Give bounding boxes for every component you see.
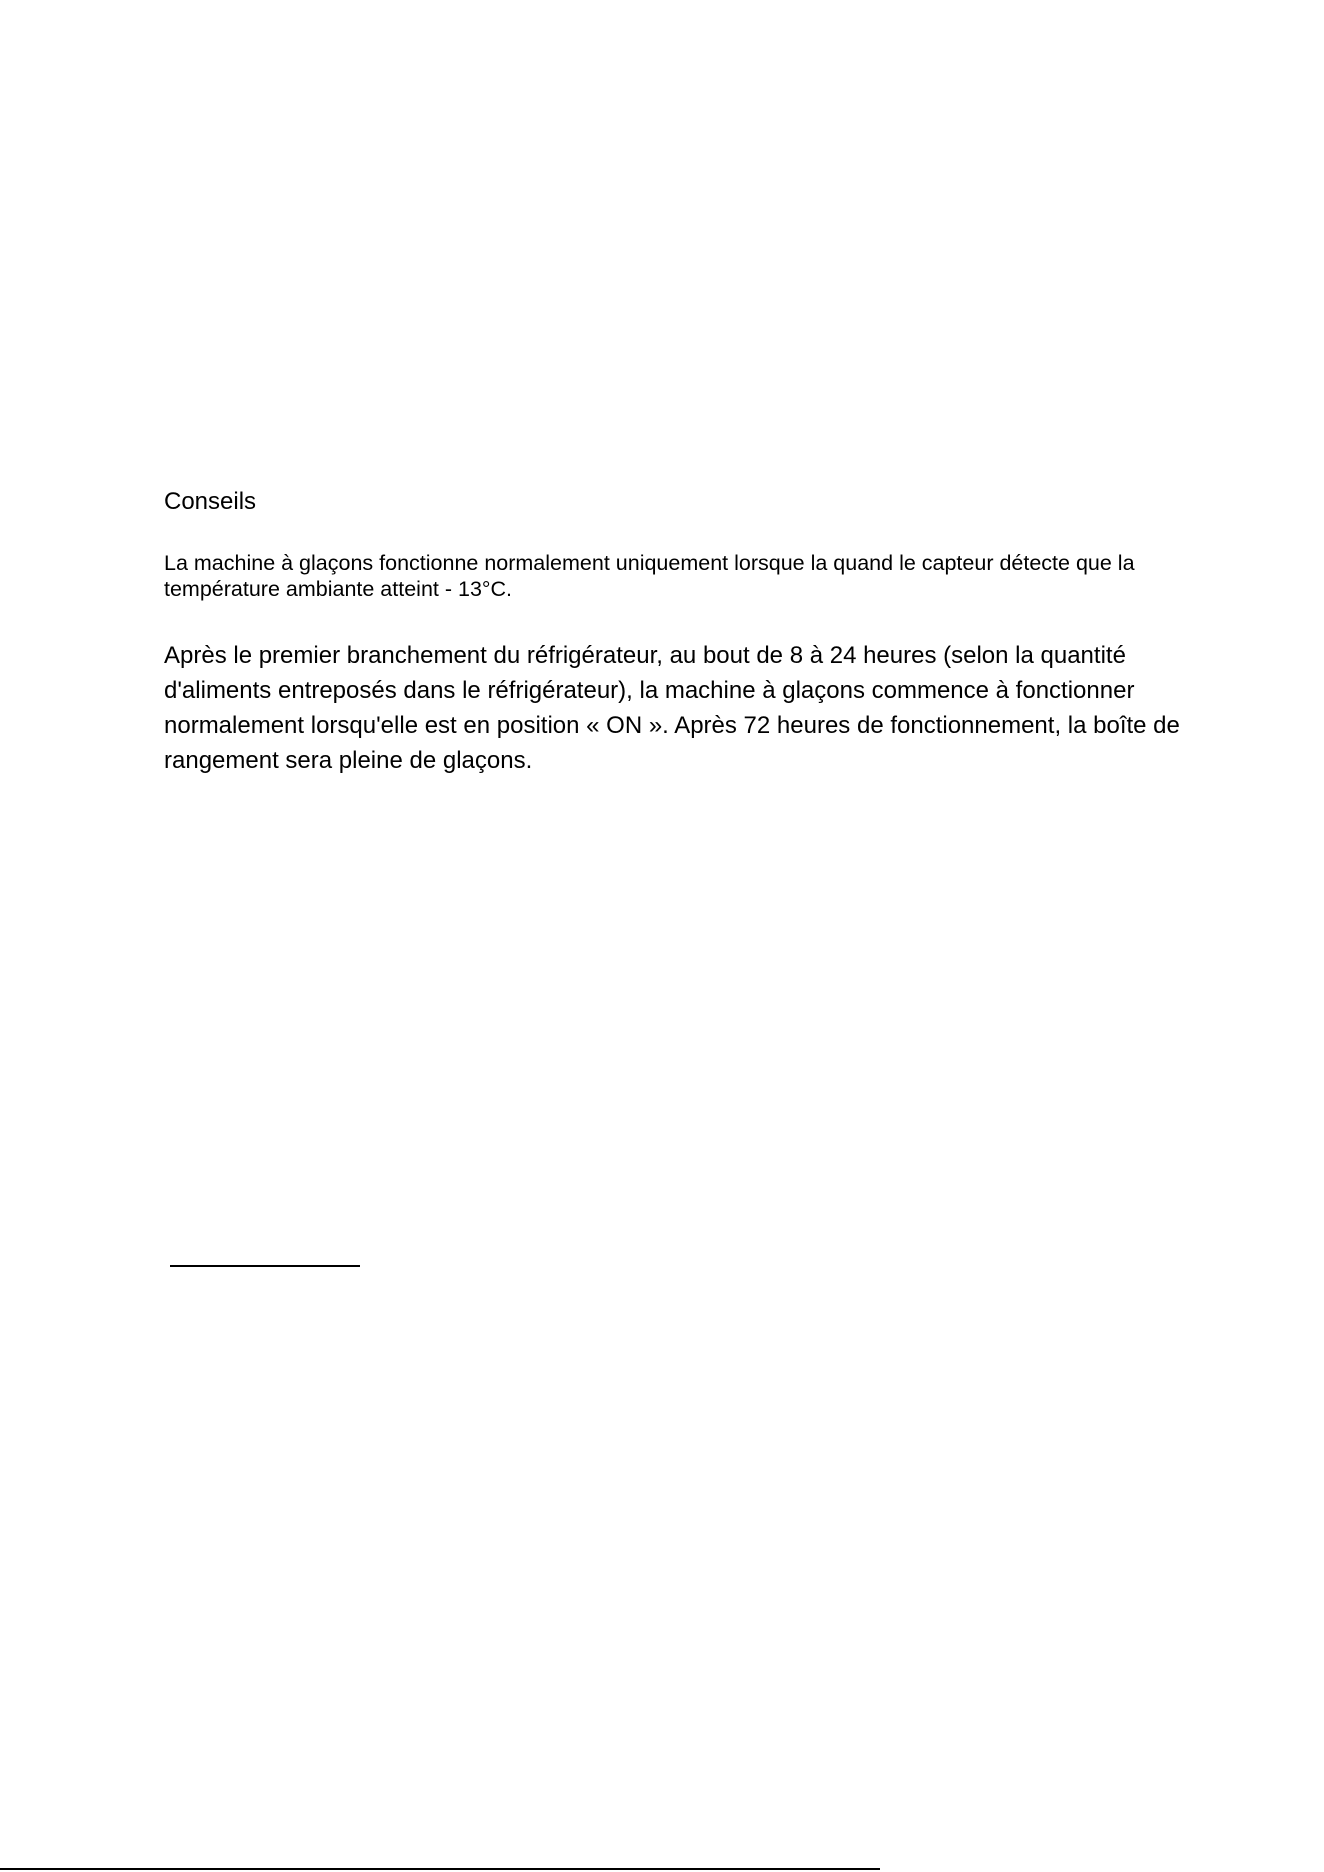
- ice-maker-note: [164, 550, 1244, 602]
- paragraph-line: rangement sera pleine de glaçons.: [164, 747, 533, 774]
- paragraph-line: d'aliments entreposés dans le réfrigérateur), la machine à glaçons commence à fonctionner: [164, 677, 1135, 704]
- note-line: température ambiante atteint - 13°C.: [164, 577, 512, 601]
- section-heading: Conseils: [164, 488, 257, 515]
- paragraph-line: normalement lorsqu'elle est en position « ON ». Après 72 heures de fonctionnement, la boîte de: [164, 712, 1180, 739]
- operation-paragraph: [164, 638, 1254, 778]
- footnote-separator: [170, 1265, 360, 1267]
- page-bottom-rule: [0, 1868, 880, 1870]
- paragraph-line: Après le premier branchement du réfrigérateur, au bout de 8 à 24 heures (selon la quantité: [164, 642, 1126, 669]
- note-line: La machine à glaçons fonctionne normalement uniquement lorsque la quand le capteur détecte que la: [164, 551, 1135, 575]
